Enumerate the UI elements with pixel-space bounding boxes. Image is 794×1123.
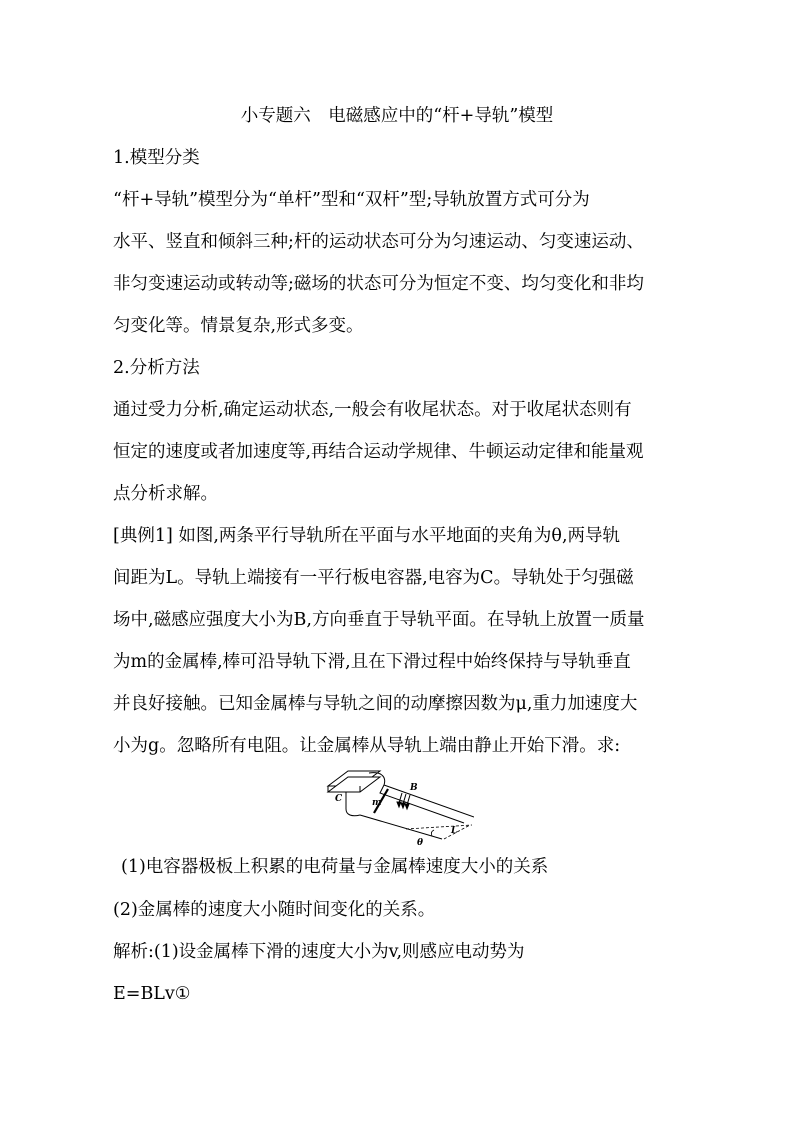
- label-l: L: [451, 826, 458, 836]
- example-line-2: 间距为L。导轨上端接有一平行板电容器,电容为C。导轨处于匀强磁: [113, 568, 634, 588]
- magnetic-field-arrows: [397, 793, 410, 809]
- label-c: C: [335, 794, 343, 804]
- label-m: m: [372, 798, 382, 808]
- section-1-line-3: 非匀变速运动或转动等;磁场的状态可分为恒定不变、均匀变化和非均: [113, 274, 644, 294]
- section-2-line-2: 恒定的速度或者加速度等,再结合运动学规律、牛顿运动定律和能量观: [113, 442, 644, 462]
- example-line-4: 为m的金属棒,棒可沿导轨下滑,且在下滑过程中始终保持与导轨垂直: [113, 652, 631, 672]
- example-line-6: 小为g。忽略所有电阻。让金属棒从导轨上端由静止开始下滑。求:: [113, 736, 621, 756]
- section-1-line-2: 水平、竖直和倾斜三种;杆的运动状态可分为匀速运动、匀变速运动、: [113, 232, 644, 252]
- question-2: (2)金属棒的速度大小随时间变化的关系。: [113, 900, 436, 920]
- example-line-5: 并良好接触。已知金属棒与导轨之间的动摩擦因数为μ,重力加速度大: [113, 694, 638, 714]
- section-2-line-3: 点分析求解。: [113, 484, 218, 504]
- section-1-line-1: “杆+导轨”模型分为“单杆”型和“双杆”型;导轨放置方式可分为: [113, 190, 590, 210]
- example-line-3: 场中,磁感应强度大小为B,方向垂直于导轨平面。在导轨上放置一质量: [113, 610, 645, 630]
- section-2-line-1: 通过受力分析,确定运动状态,一般会有收尾状态。对于收尾状态则有: [113, 400, 632, 420]
- section-1-heading: 1.模型分类: [113, 148, 200, 168]
- label-theta: θ: [417, 838, 424, 848]
- inclined-rails-capacitor-figure: [324, 759, 474, 851]
- section-2-heading: 2.分析方法: [113, 358, 200, 378]
- angle-arc: [431, 830, 434, 836]
- label-b: B: [410, 783, 418, 793]
- question-1: (1)电容器极板上积累的电荷量与金属棒速度大小的关系: [121, 857, 549, 877]
- capacitor-plates: [328, 771, 380, 792]
- solution-line-2: E=BLv①: [113, 984, 191, 1004]
- page-title: 小专题六 电磁感应中的“杆+导轨”模型: [240, 106, 554, 126]
- solution-line-1: 解析:(1)设金属棒下滑的速度大小为v,则感应电动势为: [113, 942, 525, 962]
- example-line-1: [典例1] 如图,两条平行导轨所在平面与水平地面的夹角为θ,两导轨: [113, 526, 621, 546]
- ground-dashed-lines: [406, 825, 472, 839]
- section-1-line-4: 匀变化等。情景复杂,形式多变。: [113, 316, 364, 336]
